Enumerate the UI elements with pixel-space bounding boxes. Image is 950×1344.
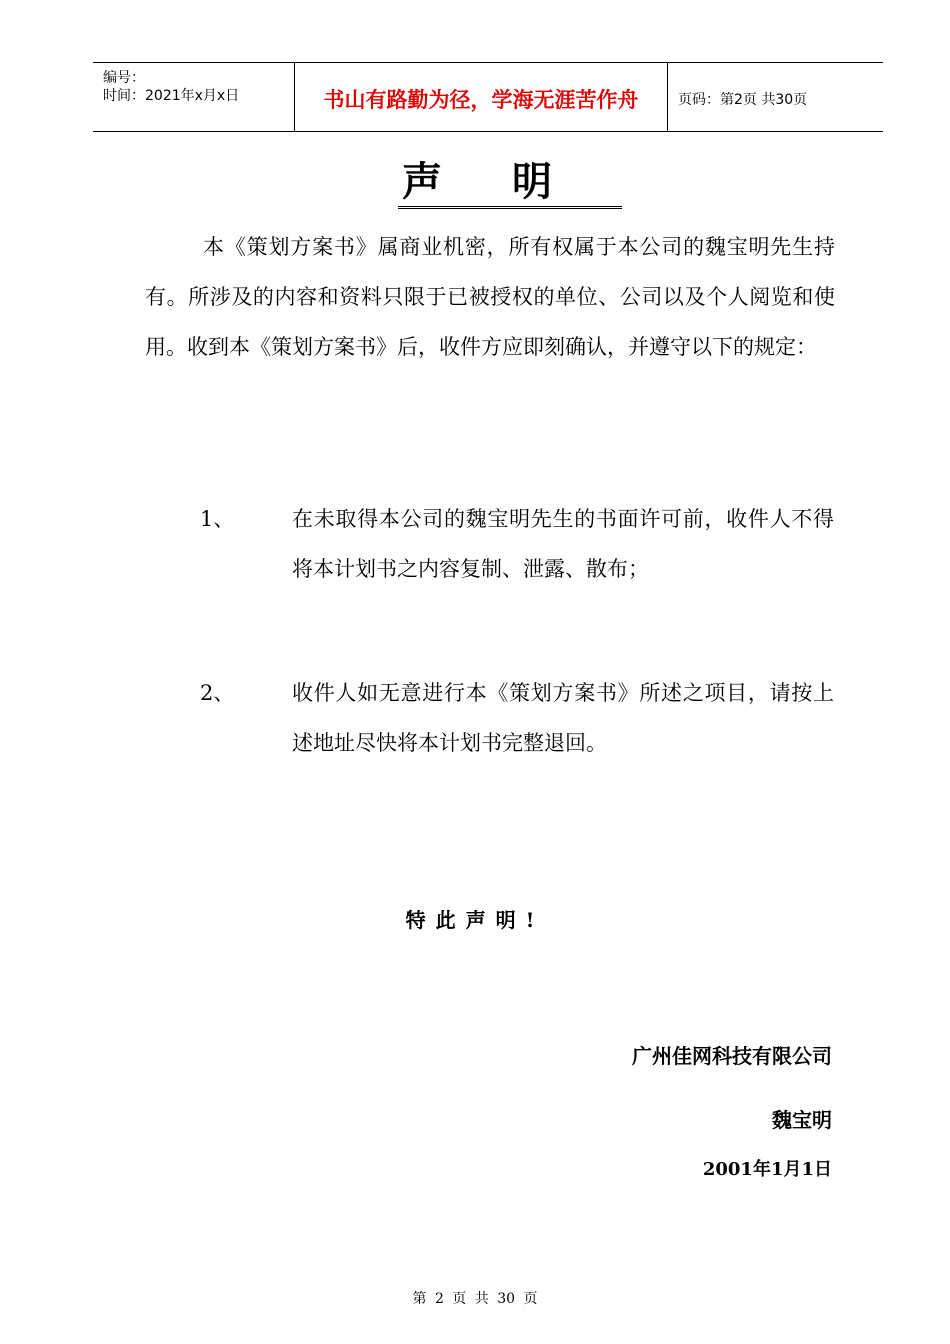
document-time-label: 时间：2021年x月x日 [103, 88, 240, 104]
list-item-text: 收件人如无意进行本《策划方案书》所述之项目，请按上述地址尽快将本计划书完整退回。 [292, 681, 834, 755]
document-number-label: 编号： [103, 70, 145, 86]
page-title: 声明 [398, 158, 622, 209]
list-item-text: 在未取得本公司的魏宝明先生的书面许可前，收件人不得将本计划书之内容复制、泄露、散布； [292, 507, 834, 581]
signature-person: 魏宝明 [772, 1108, 832, 1132]
header-page-cell [668, 63, 883, 131]
list-item-number: 2、 [200, 681, 235, 705]
header-motto: 书山有路勤为径，学海无涯苦作舟 [323, 88, 639, 112]
page-footer: 第 2 页 共 30 页 [412, 1291, 538, 1307]
header-motto-cell [295, 63, 668, 131]
list-item-number: 1、 [200, 507, 235, 531]
page-title-wrapper [0, 158, 950, 209]
intro-paragraph: 本《策划方案书》属商业机密，所有权属于本公司的魏宝明先生持有。所涉及的内容和资料只限于已被授权的单位、公司以及个人阅览和使用。收到本《策划方案书》后，收件方应即刻确认，并遵守以下的规定： [145, 235, 835, 359]
header-info-cell [93, 63, 295, 131]
header-page-number: 页码：第2页 共30页 [678, 92, 808, 108]
closing-statement: 特此声明! [405, 908, 545, 932]
signature-date: 2001年1月1日 [702, 1159, 832, 1180]
signature-company: 广州佳网科技有限公司 [632, 1044, 832, 1068]
page-header [93, 62, 883, 132]
